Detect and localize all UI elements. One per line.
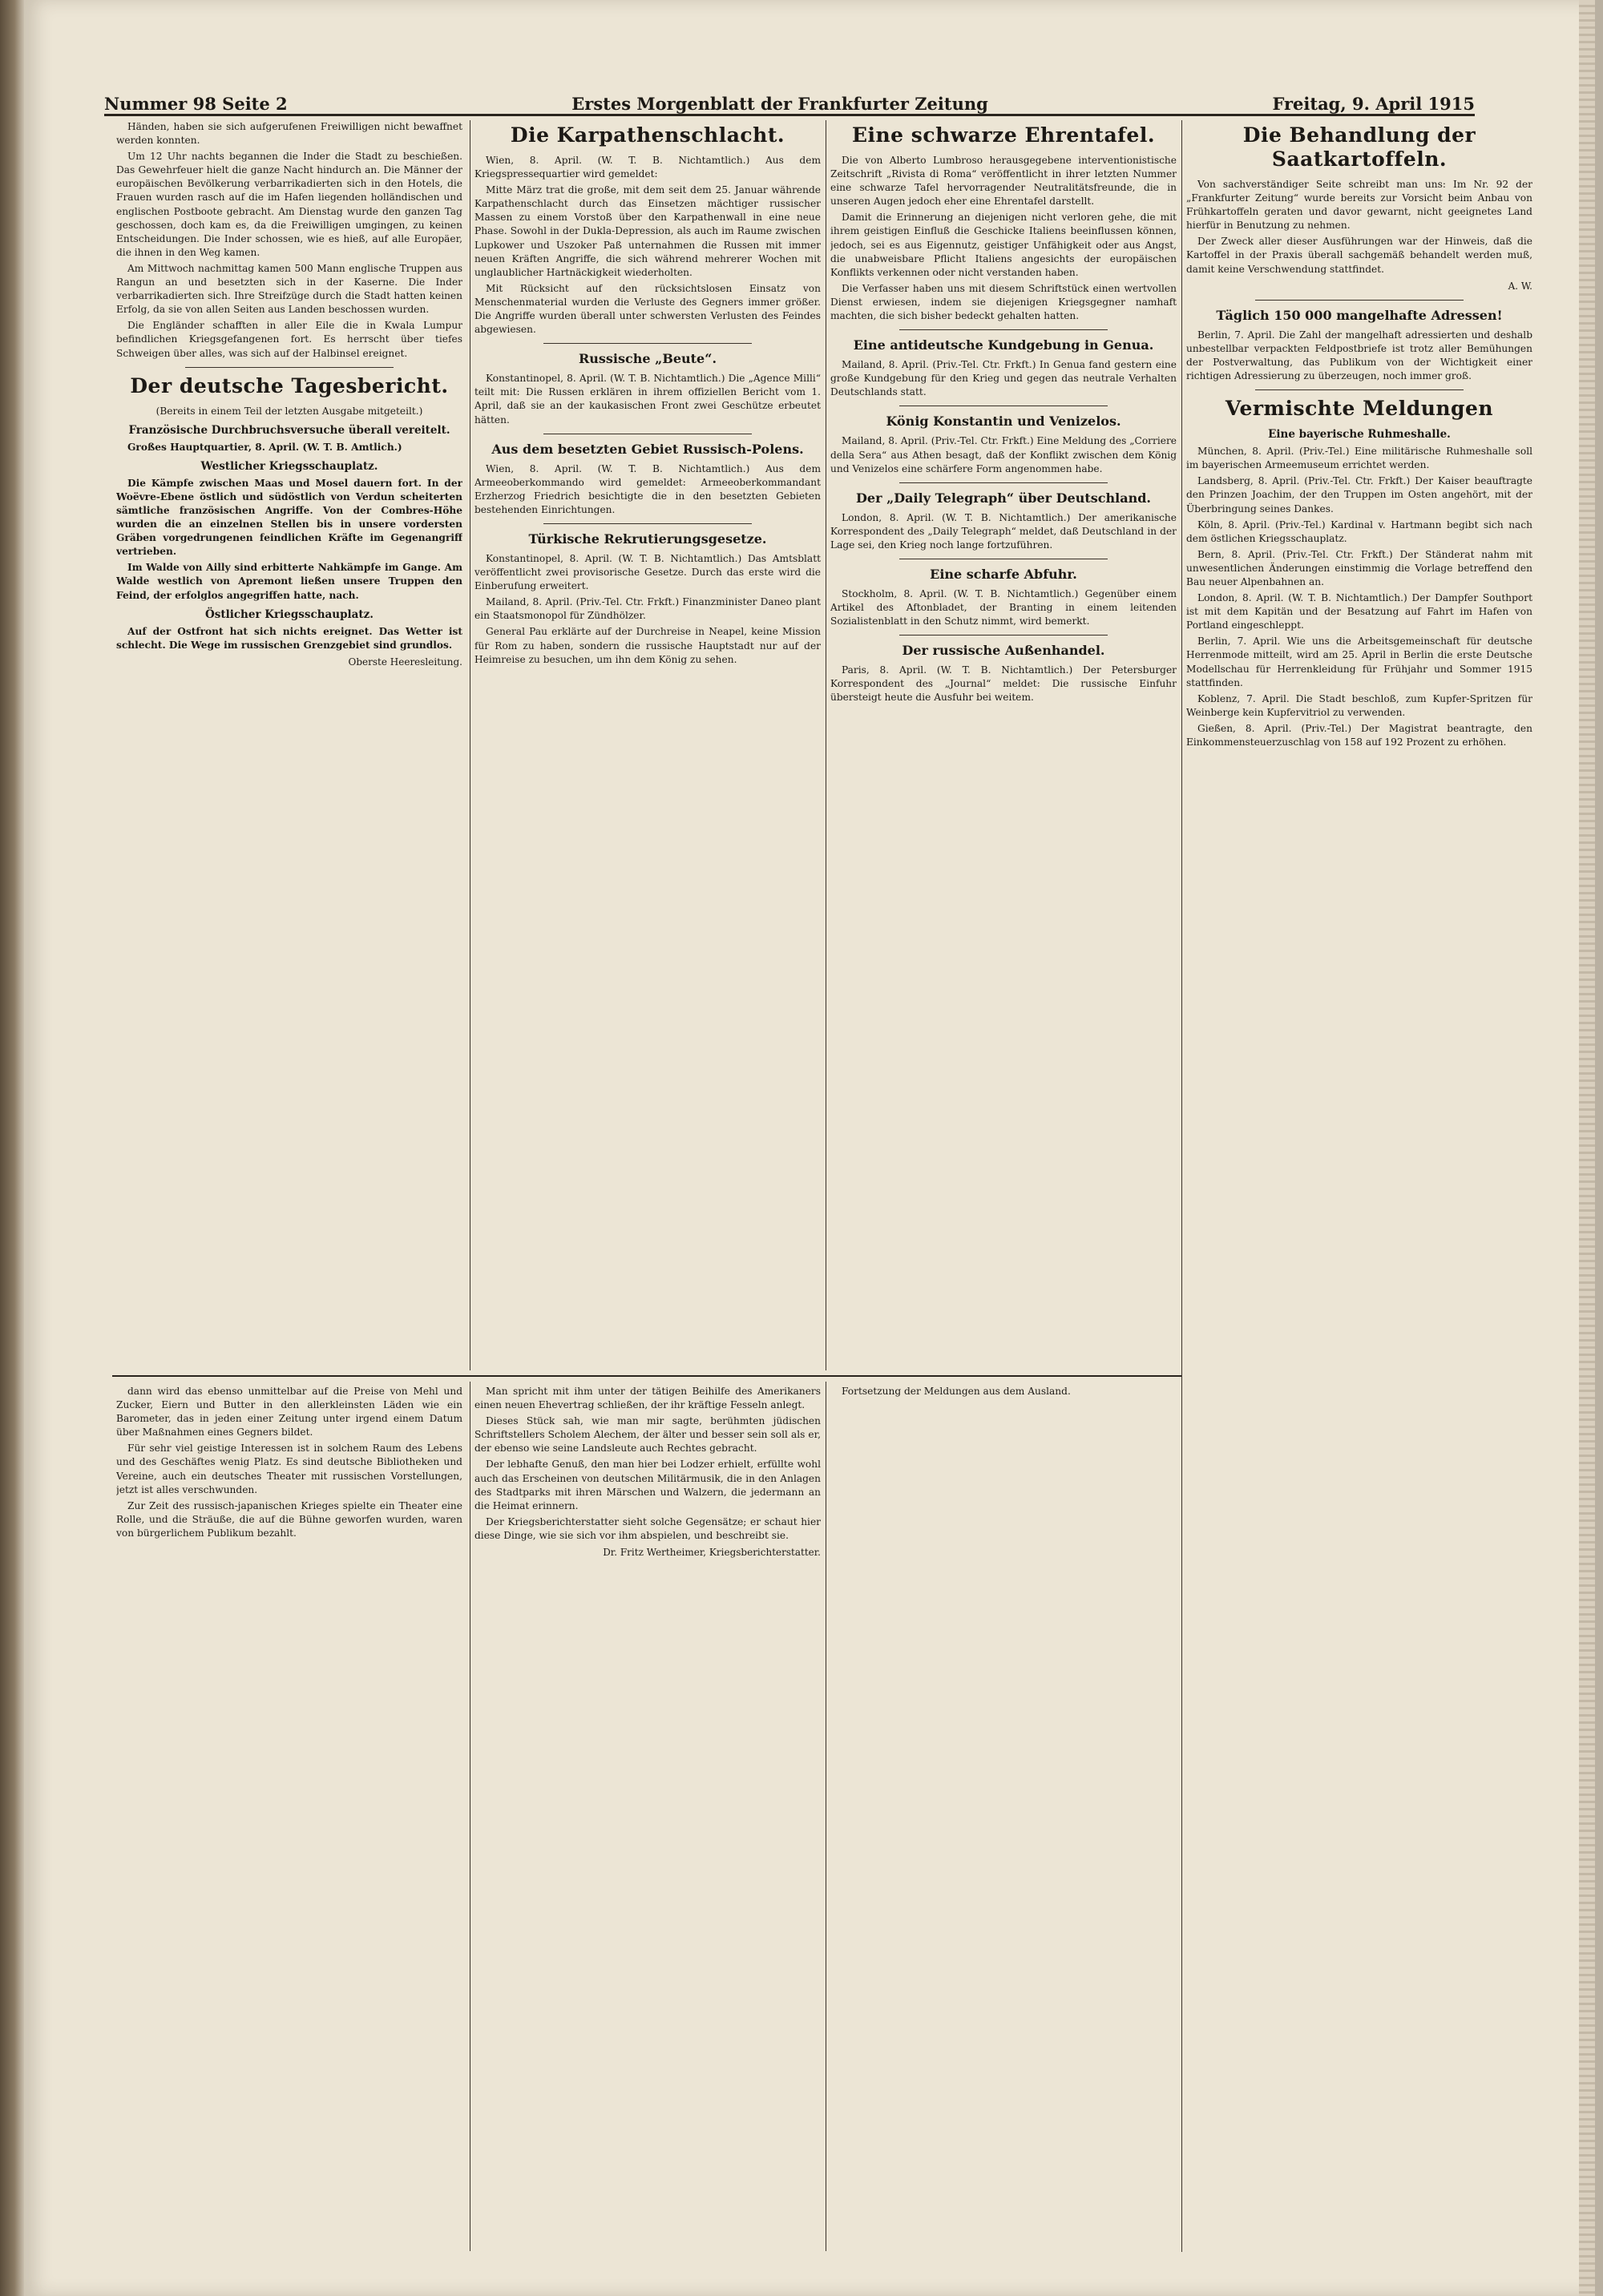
- divider: [185, 367, 393, 368]
- issue-date: Freitag, 9. April 1915: [1272, 94, 1475, 114]
- article-text: General Pau erklärte auf der Durchreise in Neapel, keine Mission für Rom zu haben, sondern die russische Hauptstadt nur auf der Heimreise zu besuchen, um ihn dem König zu sehen.: [474, 626, 821, 665]
- feuilleton-text: Zur Zeit des russisch-japanischen Krieges spielte ein Theater eine Rolle, und die Sträuße, die auf die Bühne geworfen wurden, waren von bürgerlichem Publikum bezahlt.: [116, 1499, 462, 1539]
- headline-polen: Aus dem besetzten Gebiet Russisch-Polens.: [491, 441, 804, 457]
- headline-ehrentafel: Eine schwarze Ehrentafel.: [851, 123, 1156, 147]
- divider: [899, 635, 1107, 636]
- headline-karpathen: Die Karpathenschlacht.: [510, 123, 785, 147]
- article-text: Stockholm, 8. April. (W. T. B. Nichtamtlich.) Gegenüber einem Artikel des Aftonbladet, der Branting in einem leitenden Sozialistenblatt in den Schutz nimmt, wird bemerkt.: [830, 587, 1177, 627]
- article-text: London, 8. April. (W. T. B. Nichtamtlich.) Der amerikanische Korrespondent des „Daily Telegraph“ meldet, daß Deutschland in der Lage sei, den Krieg noch lange fortzuführen.: [830, 511, 1177, 551]
- headline-vermischte: Vermischte Meldungen: [1225, 397, 1494, 421]
- article-text: Konstantinopel, 8. April. (W. T. B. Nichtamtlich.) Das Amtsblatt veröffentlicht zwei provisorische Gesetze. Durch das erste wird die Einberufung erweitert.: [474, 552, 821, 592]
- article-text: Mailand, 8. April. (Priv.-Tel. Ctr. Frkft.) In Genua fand gestern eine große Kundgebung für den Krieg und gegen das neutrale Verhalten Deutschlands statt.: [830, 359, 1177, 398]
- article-text: Damit die Erinnerung an diejenigen nicht verloren gehe, die mit ihrem geistigen Einfluß die Geschicke Italiens beeinflussen können, jedoch, sei es aus Eigennutz, geistiger Unfähigkeit oder aus Angst, die unabweisbare Pflicht Italiens angesichts der europäischen Konflikts verkennen oder nicht verstanden haben.: [830, 212, 1177, 278]
- article-text: Der Zweck aller dieser Ausführungen war der Hinweis, daß die Kartoffel in der Praxis überall sachgemäß behandelt werden muß, damit keine Verschwendung stattfindet.: [1186, 236, 1532, 275]
- feuilleton-column-3: [830, 1385, 1177, 2250]
- report-text: Die Kämpfe zwischen Maas und Mosel dauern fort. In der Woëvre-Ebene östlich und südöstlich von Verdun scheiterten sämtliche französischen Angriffe. Von der Combres-Höhe wurden die an einzelnen Stellen bis in unsere vordersten Gräben vorgedrungenen feindlichen Kräfte im Gegenangriff vertrieben.: [116, 477, 462, 558]
- headline-genua: Eine antideutsche Kundgebung in Genua.: [853, 337, 1154, 353]
- feuilleton-text: Man spricht mit ihm unter der tätigen Beihilfe des Amerikaners einen neuen Ehevertrag schließen, der ihr kräftige Fesseln anlegt.: [474, 1386, 821, 1411]
- article-text: Mitte März trat die große, mit dem seit dem 25. Januar währende Karpathenschlacht durch das Einsetzen mächtiger russischer Massen zu einem Vorstoß über den Karpathenwall in eine neue Phase. Sowohl in der Dukla-Depression, als auch im Raume zwischen Lupkower und Uszoker Paß unternahmen die Russen mit immer neuen Kräften Angriffe, die sich während mehrerer Wochen mit unglaublicher Hartnäckigkeit wiederholten.: [474, 184, 821, 278]
- feuilleton-text: Der lebhafte Genuß, den man hier bei Lodzer erhielt, erfüllte wohl auch das Erscheinen von deutschen Militärmusik, die in den Anlagen des Stadtparks mit ihren Märschen und Walzern, die jedermann an die Heimat erinnern.: [474, 1459, 821, 1511]
- article-text: Wien, 8. April. (W. T. B. Nichtamtlich.) Aus dem Armeeoberkommando wird gemeldet: Armeeoberkommandant Erzherzog Friedrich besichtigte die in den besetzten Gebieten bestehenden Einrichtungen.: [474, 462, 821, 515]
- news-item: Bern, 8. April. (Priv.-Tel. Ctr. Frkft.) Der Ständerat nahm mit unwesentlichen Änderungen einstimmig die Vorlage betreffend den Bau neuer Alpenbahnen an.: [1186, 548, 1532, 587]
- book-binding: [0, 0, 24, 2296]
- feuilleton-column-1: [116, 1385, 462, 2250]
- article-text: Von sachverständiger Seite schreibt man uns: Im Nr. 92 der „Frankfurter Zeitung“ wurde bereits zur Vorsicht beim Anbau von Frühkartoffeln geraten und davor gewarnt, nicht geeignetes Land hierfür in Benutzung zu nehmen.: [1186, 179, 1532, 232]
- report-text: Im Walde von Ailly sind erbitterte Nahkämpfe im Gange. Am Walde westlich von Apremont ließen unsere Truppen den Feind, der erfolglos angegriffen hatte, nach.: [116, 562, 462, 601]
- news-item: München, 8. April. (Priv.-Tel.) Eine militärische Ruhmeshalle soll im bayerischen Armeemuseum errichtet werden.: [1186, 446, 1532, 471]
- divider: [543, 523, 751, 524]
- article-text: Die von Alberto Lumbroso herausgegebene interventionistische Zeitschrift „Rivista di Roma“ veröffentlicht in ihrer letzten Nummer eine schwarze Tafel hervorragender Neutralitätsfreunde, die in unseren Augen jedoch eher eine Ehrentafel darstellt.: [830, 155, 1177, 208]
- feuilleton-column-2: [474, 1385, 821, 2250]
- divider: [1255, 389, 1463, 390]
- headline-koenig: König Konstantin und Venizelos.: [886, 414, 1121, 430]
- article-text: Paris, 8. April. (W. T. B. Nichtamtlich.) Der Petersburger Korrespondent des „Journal“ meldet: Die russische Einfuhr übersteigt heute die Ausfuhr bei weitem.: [830, 664, 1177, 704]
- divider: [899, 329, 1107, 330]
- news-item: Köln, 8. April. (Priv.-Tel.) Kardinal v. Hartmann begibt sich nach dem östlichen Kriegsschauplatz.: [1186, 519, 1532, 544]
- subheadline: (Bereits in einem Teil der letzten Ausgabe mitgeteilt.): [155, 405, 423, 417]
- feuilleton-text: dann wird das ebenso unmittelbar auf die Preise von Mehl und Zucker, Eiern und Butter in den allerkleinsten Läden wie ein Barometer, das in jeden einer Zeitung unter irgend einem Datum über Maßnahmen eines Gegners bildet.: [116, 1386, 462, 1439]
- article-text: Mit Rücksicht auf den rücksichtslosen Einsatz von Menschenmaterial wurden die Verluste des Gegners immer größer. Die Angriffe wurden überall unter schwersten Verlusten des Feindes abgewiesen.: [474, 282, 821, 336]
- column-1: [116, 120, 462, 1362]
- column-4: [1186, 120, 1532, 2252]
- dateline: Wien, 8. April. (W. T. B. Nichtamtlich.) Aus dem Kriegspressequartier wird gemeldet:: [474, 155, 821, 180]
- article-text: Konstantinopel, 8. April. (W. T. B. Nichtamtlich.) Die „Agence Milli“ teilt mit: Die Russen erklären in ihrem offiziellen Bericht vom 1. April, daß sie an der kaukasischen Front zwei Geschütze erbeutet hätten.: [474, 373, 821, 426]
- author-initials: A. W.: [1508, 280, 1532, 292]
- article-text: Berlin, 7. April. Die Zahl der mangelhaft adressierten und deshalb unbestellbar verpackten Feldpostbriefe ist trotz aller Bemühungen der Postverwaltung, das Publikum von der Wichtigkeit einer richtigen Adressierung zu überzeugen, noch immer groß.: [1186, 329, 1532, 382]
- signature: Oberste Heeresleitung.: [348, 656, 462, 668]
- article-text: Die Engländer schafften in aller Eile die in Kwala Lumpur befindlichen Kriegsgefangenen fort. Es herrscht über tiefes Schweigen über alles, was sich auf der Halbinsel ereignet.: [116, 320, 462, 359]
- divider: [899, 482, 1107, 483]
- headline-saatkartoffeln: Die Behandlung der Saatkartoffeln.: [1242, 123, 1476, 171]
- masthead-title: Erstes Morgenblatt der Frankfurter Zeitung: [571, 94, 988, 114]
- article-text: Am Mittwoch nachmittag kamen 500 Mann englische Truppen aus Rangun an und besetzten sich in der Kaserne. Die Inder verbarrikadierten sich. Ihre Streifzüge durch die Stadt hatten keinen Erfolg, da sie von allen Seiten aus Landen beschossen wurden.: [116, 262, 462, 316]
- feuilleton-text: Der Kriegsberichterstatter sieht solche Gegensätze; er schaut hier diese Dinge, wie sie sich vor ihm abspielen, und beschreibt sie.: [474, 1515, 821, 1541]
- news-item: Landsberg, 8. April. (Priv.-Tel. Ctr. Frkft.) Der Kaiser beauftragte den Prinzen Joachim, der den Truppen im Osten angehört, mit der Überbringung seines Dankes.: [1186, 475, 1532, 514]
- feuilleton-rule: [112, 1375, 1181, 1377]
- feuilleton-signature: Dr. Fritz Wertheimer, Kriegsberichterstatter.: [603, 1547, 821, 1559]
- news-item: Koblenz, 7. April. Die Stadt beschloß, zum Kupfer-Spritzen für Weinberge kein Kupfervitriol zu verwenden.: [1186, 692, 1532, 718]
- headline-telegraph: Der „Daily Telegraph“ über Deutschland.: [856, 490, 1151, 506]
- news-item: Berlin, 7. April. Wie uns die Arbeitsgemeinschaft für deutsche Herrenmode mitteilt, wird am 25. April in Berlin die erste Deutsche Modellschau für Herrenkleidung für Frühjahr und Sommer 1915 stattfinden.: [1186, 636, 1532, 688]
- headline-tuerkisch: Türkische Rekrutierungsgesetze.: [528, 531, 767, 547]
- column-3: [830, 120, 1177, 1362]
- article-text: Mailand, 8. April. (Priv.-Tel. Ctr. Frkft.) Eine Meldung des „Corriere della Sera“ aus Athen besagt, daß der Konflikt zwischen dem König und Venizelos eine schärfere Form angenommen habe.: [830, 435, 1177, 474]
- report-text: Auf der Ostfront hat sich nichts ereignet. Das Wetter ist schlecht. Die Wege im russischen Grenzgebiet sind grundlos.: [116, 625, 462, 651]
- article-text: Um 12 Uhr nachts begannen die Inder die Stadt zu beschießen. Das Gewehrfeuer hielt die ganze Nacht hindurch an. Die Männer der europäischen Bevölkerung verbarrikadierten sich in den Hotels, die Frauen wurden rasch auf die im Hafen liegenden holländischen und englischen Postboote gebracht. Am Dienstag wurde den ganzen Tag geschossen, doch kam es, da die Freiwilligen umgingen, zu keinen Entscheidungen. Die Inder schossen, wie es hieß, auf alle Europäer, die ihnen in den Weg kamen.: [116, 151, 462, 258]
- divider: [1255, 300, 1463, 301]
- article-text: Mailand, 8. April. (Priv.-Tel. Ctr. Frkft.) Finanzminister Daneo plant ein Staatsmonopol für Zündhölzer.: [474, 596, 821, 622]
- headline-tagesbericht: Der deutsche Tagesbericht.: [130, 373, 449, 397]
- feuilleton-text: Für sehr viel geistige Interessen ist in solchem Raum des Lebens und des Geschäftes wenig Platz. Es sind deutsche Bibliotheken und Vereine, auch ein deutsches Theater mit russischen Vorstellungen, jetzt ist alles verschwunden.: [116, 1443, 462, 1495]
- news-item: London, 8. April. (W. T. B. Nichtamtlich.) Der Dampfer Southport ist mit dem Kapitän und der Besatzung auf Fahrt im Hafen von Portland eingeschleppt.: [1186, 592, 1532, 632]
- headline-ost: Östlicher Kriegsschauplatz.: [204, 607, 373, 621]
- running-head: [104, 87, 1475, 116]
- headline-french: Französische Durchbruchsversuche überall vereitelt.: [128, 423, 450, 437]
- headline-ruhmeshalle: Eine bayerische Ruhmeshalle.: [1268, 428, 1451, 442]
- article-text: Die Verfasser haben uns mit diesem Schriftstück einen wertvollen Dienst erwiesen, indem sie diejenigen Kriegsgegner namhaft machten, die sich bisher bedeckt gehalten hatten.: [830, 282, 1177, 322]
- page-edge-stack: [1579, 0, 1595, 2296]
- dateline: Großes Hauptquartier, 8. April. (W. T. B. Amtlich.): [127, 441, 402, 453]
- column-rule-3: [1181, 120, 1182, 2252]
- headline-west: Westlicher Kriegsschauplatz.: [200, 459, 378, 473]
- feuilleton-text: Fortsetzung der Meldungen aus dem Ausland.: [842, 1386, 1071, 1397]
- headline-adressen: Täglich 150 000 mangelhafte Adressen!: [1216, 307, 1503, 323]
- divider: [543, 343, 751, 344]
- column-2: [474, 120, 821, 1362]
- headline-beute: Russische „Beute“.: [578, 351, 717, 367]
- feuilleton-text: Dieses Stück sah, wie man mir sagte, berühmten jüdischen Schriftstellers Scholem Alechem, der älter und besser sein soll als er, der ebenso wie seine Landsleute auch Rechtes gebracht.: [474, 1415, 821, 1455]
- headline-abfuhr: Eine scharfe Abfuhr.: [930, 566, 1077, 582]
- news-item: Gießen, 8. April. (Priv.-Tel.) Der Magistrat beantragte, den Einkommensteuerzuschlag von 158 auf 192 Prozent zu erhöhen.: [1186, 722, 1532, 748]
- article-text: Händen, haben sie sich aufgerufenen Freiwilligen nicht bewaffnet werden konnten.: [116, 121, 462, 147]
- issue-number: Nummer 98 Seite 2: [104, 94, 288, 114]
- headline-aussenhandel: Der russische Außenhandel.: [902, 643, 1105, 659]
